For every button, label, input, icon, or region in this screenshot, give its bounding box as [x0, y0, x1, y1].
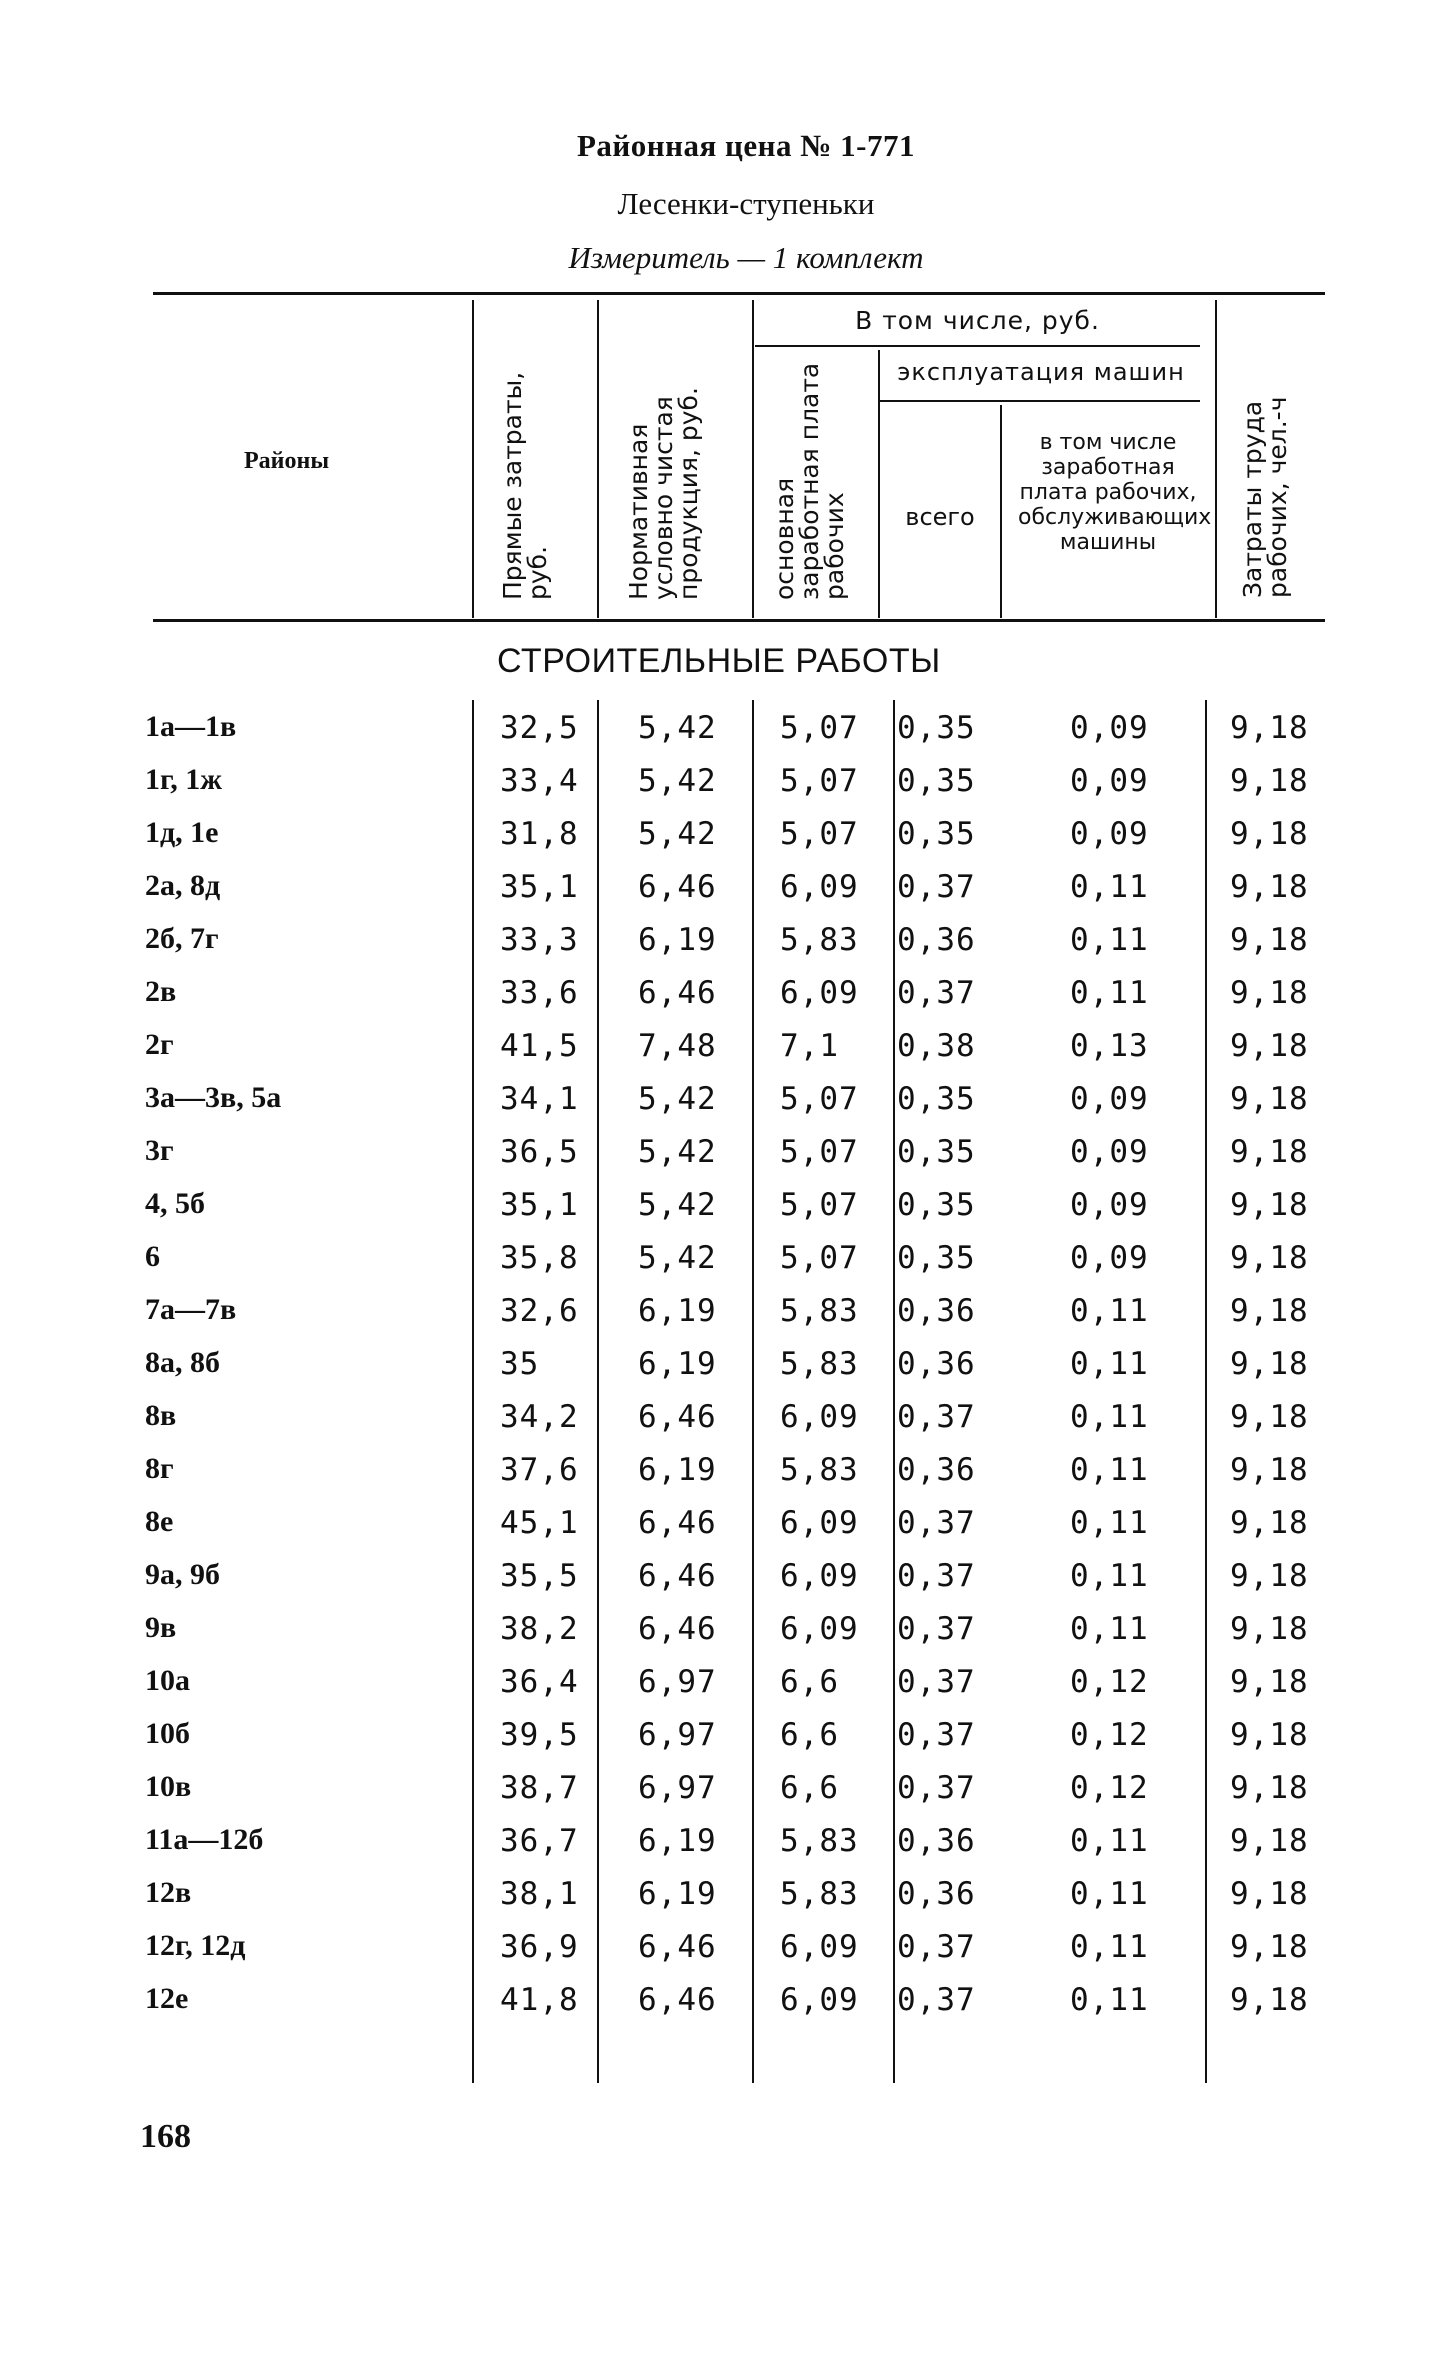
cell-normative: 6,19 — [638, 1452, 717, 1488]
row-region: 11а—12б — [145, 1823, 264, 1856]
cell-mach-total: 0,35 — [897, 816, 976, 852]
cell-wage: 7,1 — [780, 1028, 839, 1064]
cell-mach-total: 0,36 — [897, 922, 976, 958]
cell-wage: 5,07 — [780, 1240, 859, 1276]
body-divider — [752, 700, 754, 2083]
header-divider — [878, 350, 880, 618]
cell-wage: 5,07 — [780, 763, 859, 799]
row-region: 7а—7в — [145, 1293, 237, 1326]
cell-labor: 9,18 — [1230, 1664, 1309, 1700]
page-title: Районная цена № 1-771 — [577, 128, 915, 163]
including-group-header: В том числе, руб. — [855, 306, 1100, 335]
row-region: 8г — [145, 1452, 174, 1485]
cell-mach-total: 0,37 — [897, 975, 976, 1011]
cell-direct: 31,8 — [500, 816, 579, 852]
cell-direct: 36,9 — [500, 1929, 579, 1965]
row-region: 8в — [145, 1399, 177, 1432]
cell-wage: 5,07 — [780, 1081, 859, 1117]
cell-wage: 6,09 — [780, 1558, 859, 1594]
cell-normative: 5,42 — [638, 1187, 717, 1223]
cell-direct: 34,2 — [500, 1399, 579, 1435]
cell-normative: 6,19 — [638, 1823, 717, 1859]
cell-mach-total: 0,37 — [897, 1770, 976, 1806]
header-divider — [752, 300, 754, 618]
row-region: 8е — [145, 1505, 174, 1538]
direct-costs-header: Прямые затраты, руб. — [498, 371, 552, 600]
cell-normative: 6,97 — [638, 1664, 717, 1700]
cell-normative: 6,97 — [638, 1770, 717, 1806]
cell-labor: 9,18 — [1230, 1717, 1309, 1753]
cell-mach-wage: 0,13 — [1070, 1028, 1149, 1064]
cell-labor: 9,18 — [1230, 1505, 1309, 1541]
cell-mach-wage: 0,09 — [1070, 1134, 1149, 1170]
row-region: 12в — [145, 1876, 192, 1909]
cell-normative: 6,19 — [638, 1293, 717, 1329]
machines-total-header: всего — [905, 503, 975, 531]
row-region: 1г, 1ж — [145, 763, 222, 796]
cell-mach-total: 0,37 — [897, 1611, 976, 1647]
cell-wage: 6,09 — [780, 1982, 859, 2018]
row-region: 12е — [145, 1982, 189, 2015]
cell-direct: 35,1 — [500, 869, 579, 905]
cell-wage: 5,83 — [780, 1293, 859, 1329]
cell-direct: 36,5 — [500, 1134, 579, 1170]
cell-mach-wage: 0,11 — [1070, 1823, 1149, 1859]
body-divider — [597, 700, 599, 2083]
cell-wage: 6,09 — [780, 1399, 859, 1435]
cell-mach-total: 0,35 — [897, 1240, 976, 1276]
cell-labor: 9,18 — [1230, 1823, 1309, 1859]
cell-wage: 5,83 — [780, 1452, 859, 1488]
cell-labor: 9,18 — [1230, 763, 1309, 799]
cell-wage: 6,6 — [780, 1717, 839, 1753]
row-region: 3г — [145, 1134, 174, 1167]
row-region: 4, 5б — [145, 1187, 205, 1220]
cell-mach-total: 0,37 — [897, 1505, 976, 1541]
cell-direct: 41,8 — [500, 1982, 579, 2018]
cell-direct: 37,6 — [500, 1452, 579, 1488]
section-title: СТРОИТЕЛЬНЫЕ РАБОТЫ — [497, 642, 941, 680]
page-subtitle: Лесенки-ступеньки — [617, 186, 875, 221]
cell-normative: 6,19 — [638, 1876, 717, 1912]
row-region: 2а, 8д — [145, 869, 221, 902]
cell-labor: 9,18 — [1230, 1770, 1309, 1806]
machines-group-header: эксплуатация машин — [897, 358, 1185, 386]
cell-wage: 5,07 — [780, 1187, 859, 1223]
cell-direct: 35 — [500, 1346, 540, 1382]
cell-direct: 32,5 — [500, 710, 579, 746]
cell-direct: 35,8 — [500, 1240, 579, 1276]
cell-labor: 9,18 — [1230, 710, 1309, 746]
cell-direct: 38,1 — [500, 1876, 579, 1912]
cell-normative: 7,48 — [638, 1028, 717, 1064]
cell-normative: 6,46 — [638, 1611, 717, 1647]
cell-normative: 5,42 — [638, 1240, 717, 1276]
cell-labor: 9,18 — [1230, 1929, 1309, 1965]
cell-wage: 5,83 — [780, 1346, 859, 1382]
cell-normative: 6,97 — [638, 1717, 717, 1753]
cell-labor: 9,18 — [1230, 1876, 1309, 1912]
cell-wage: 5,83 — [780, 1876, 859, 1912]
body-divider — [472, 700, 474, 2083]
cell-mach-wage: 0,09 — [1070, 1081, 1149, 1117]
cell-mach-total: 0,37 — [897, 869, 976, 905]
cell-mach-wage: 0,11 — [1070, 1293, 1149, 1329]
cell-mach-wage: 0,12 — [1070, 1717, 1149, 1753]
cell-mach-total: 0,37 — [897, 1982, 976, 2018]
cell-mach-wage: 0,12 — [1070, 1664, 1149, 1700]
cell-wage: 6,09 — [780, 975, 859, 1011]
cell-mach-total: 0,37 — [897, 1664, 976, 1700]
cell-wage: 6,6 — [780, 1770, 839, 1806]
cell-labor: 9,18 — [1230, 816, 1309, 852]
measure-unit: Измеритель — 1 комплект — [568, 240, 924, 275]
row-region: 1а—1в — [145, 710, 237, 743]
cell-mach-total: 0,36 — [897, 1876, 976, 1912]
cell-mach-wage: 0,12 — [1070, 1770, 1149, 1806]
cell-mach-total: 0,38 — [897, 1028, 976, 1064]
cell-mach-wage: 0,11 — [1070, 975, 1149, 1011]
cell-wage: 6,09 — [780, 869, 859, 905]
body-divider — [893, 700, 895, 2083]
row-region: 6 — [145, 1240, 160, 1273]
cell-normative: 6,46 — [638, 1929, 717, 1965]
cell-normative: 6,19 — [638, 922, 717, 958]
cell-normative: 5,42 — [638, 763, 717, 799]
cell-mach-total: 0,36 — [897, 1293, 976, 1329]
cell-wage: 6,09 — [780, 1611, 859, 1647]
cell-labor: 9,18 — [1230, 1982, 1309, 2018]
cell-normative: 5,42 — [638, 1134, 717, 1170]
cell-mach-wage: 0,11 — [1070, 1558, 1149, 1594]
row-region: 3а—3в, 5а — [145, 1081, 282, 1114]
cell-direct: 35,5 — [500, 1558, 579, 1594]
cell-normative: 6,46 — [638, 975, 717, 1011]
cell-mach-total: 0,36 — [897, 1823, 976, 1859]
cell-mach-total: 0,36 — [897, 1452, 976, 1488]
body-divider — [1205, 700, 1207, 2083]
header-divider — [472, 300, 474, 618]
normative-net-header: Нормативная условно чистая продукция, руб. — [624, 387, 703, 600]
cell-labor: 9,18 — [1230, 1028, 1309, 1064]
cell-labor: 9,18 — [1230, 1081, 1309, 1117]
cell-labor: 9,18 — [1230, 1134, 1309, 1170]
base-wage-header: основная заработная плата рабочих — [770, 362, 849, 600]
cell-mach-total: 0,37 — [897, 1929, 976, 1965]
cell-direct: 35,1 — [500, 1187, 579, 1223]
row-region: 2г — [145, 1028, 174, 1061]
cell-wage: 6,09 — [780, 1929, 859, 1965]
regions-header: Районы — [244, 448, 330, 474]
cell-mach-total: 0,35 — [897, 1134, 976, 1170]
cell-mach-wage: 0,11 — [1070, 1929, 1149, 1965]
cell-normative: 6,19 — [638, 1346, 717, 1382]
cell-wage: 5,07 — [780, 710, 859, 746]
cell-direct: 39,5 — [500, 1717, 579, 1753]
cell-normative: 5,42 — [638, 710, 717, 746]
row-region: 12г, 12д — [145, 1929, 246, 1962]
table-top-rule — [153, 292, 1325, 295]
cell-labor: 9,18 — [1230, 1240, 1309, 1276]
cell-direct: 38,2 — [500, 1611, 579, 1647]
row-region: 8а, 8б — [145, 1346, 220, 1379]
row-region: 9а, 9б — [145, 1558, 220, 1591]
cell-direct: 32,6 — [500, 1293, 579, 1329]
cell-mach-wage: 0,11 — [1070, 1876, 1149, 1912]
cell-labor: 9,18 — [1230, 869, 1309, 905]
cell-normative: 6,46 — [638, 1399, 717, 1435]
cell-mach-wage: 0,09 — [1070, 816, 1149, 852]
cell-wage: 5,07 — [780, 816, 859, 852]
cell-normative: 6,46 — [638, 1505, 717, 1541]
cell-direct: 38,7 — [500, 1770, 579, 1806]
cell-mach-total: 0,35 — [897, 1081, 976, 1117]
cell-mach-total: 0,35 — [897, 763, 976, 799]
cell-mach-wage: 0,11 — [1070, 922, 1149, 958]
cell-mach-total: 0,37 — [897, 1558, 976, 1594]
cell-mach-total: 0,36 — [897, 1346, 976, 1382]
row-region: 9в — [145, 1611, 177, 1644]
cell-mach-wage: 0,11 — [1070, 1982, 1149, 2018]
cell-mach-total: 0,37 — [897, 1399, 976, 1435]
cell-direct: 33,4 — [500, 763, 579, 799]
labor-header: Затраты труда рабочих, чел.-ч — [1238, 396, 1292, 598]
cell-labor: 9,18 — [1230, 1187, 1309, 1223]
cell-mach-total: 0,37 — [897, 1717, 976, 1753]
cell-wage: 6,6 — [780, 1664, 839, 1700]
cell-mach-total: 0,35 — [897, 710, 976, 746]
cell-labor: 9,18 — [1230, 975, 1309, 1011]
cell-wage: 5,83 — [780, 1823, 859, 1859]
row-region: 10а — [145, 1664, 190, 1697]
cell-normative: 5,42 — [638, 816, 717, 852]
row-region: 1д, 1е — [145, 816, 219, 849]
cell-labor: 9,18 — [1230, 1558, 1309, 1594]
cell-labor: 9,18 — [1230, 1399, 1309, 1435]
cell-wage: 6,09 — [780, 1505, 859, 1541]
cell-labor: 9,18 — [1230, 1293, 1309, 1329]
cell-mach-wage: 0,09 — [1070, 1187, 1149, 1223]
cell-normative: 5,42 — [638, 1081, 717, 1117]
header-divider — [1215, 300, 1217, 618]
page-number: 168 — [140, 2118, 191, 2155]
cell-mach-wage: 0,11 — [1070, 1346, 1149, 1382]
row-region: 10б — [145, 1717, 190, 1750]
cell-direct: 33,3 — [500, 922, 579, 958]
cell-mach-wage: 0,11 — [1070, 1611, 1149, 1647]
cell-labor: 9,18 — [1230, 1346, 1309, 1382]
header-divider — [597, 300, 599, 618]
cell-mach-wage: 0,09 — [1070, 710, 1149, 746]
row-region: 10в — [145, 1770, 192, 1803]
cell-mach-wage: 0,11 — [1070, 1452, 1149, 1488]
including-group-rule — [755, 345, 1200, 347]
header-divider — [1000, 405, 1002, 618]
cell-mach-wage: 0,11 — [1070, 869, 1149, 905]
row-region: 2в — [145, 975, 177, 1008]
cell-mach-wage: 0,09 — [1070, 763, 1149, 799]
cell-direct: 34,1 — [500, 1081, 579, 1117]
machines-wage-header: в том числе заработная плата рабочих, обслуживающих машины — [1018, 430, 1212, 555]
cell-normative: 6,46 — [638, 1558, 717, 1594]
machines-group-rule — [880, 400, 1200, 402]
cell-direct: 45,1 — [500, 1505, 579, 1541]
cell-wage: 5,07 — [780, 1134, 859, 1170]
cell-direct: 41,5 — [500, 1028, 579, 1064]
cell-wage: 5,83 — [780, 922, 859, 958]
cell-normative: 6,46 — [638, 869, 717, 905]
header-bottom-rule — [153, 619, 1325, 622]
row-region: 2б, 7г — [145, 922, 219, 955]
cell-labor: 9,18 — [1230, 1452, 1309, 1488]
cell-labor: 9,18 — [1230, 922, 1309, 958]
cell-normative: 6,46 — [638, 1982, 717, 2018]
cell-direct: 33,6 — [500, 975, 579, 1011]
cell-mach-wage: 0,11 — [1070, 1399, 1149, 1435]
cell-mach-wage: 0,11 — [1070, 1505, 1149, 1541]
cell-labor: 9,18 — [1230, 1611, 1309, 1647]
cell-mach-total: 0,35 — [897, 1187, 976, 1223]
cell-mach-wage: 0,09 — [1070, 1240, 1149, 1276]
cell-direct: 36,7 — [500, 1823, 579, 1859]
cell-direct: 36,4 — [500, 1664, 579, 1700]
